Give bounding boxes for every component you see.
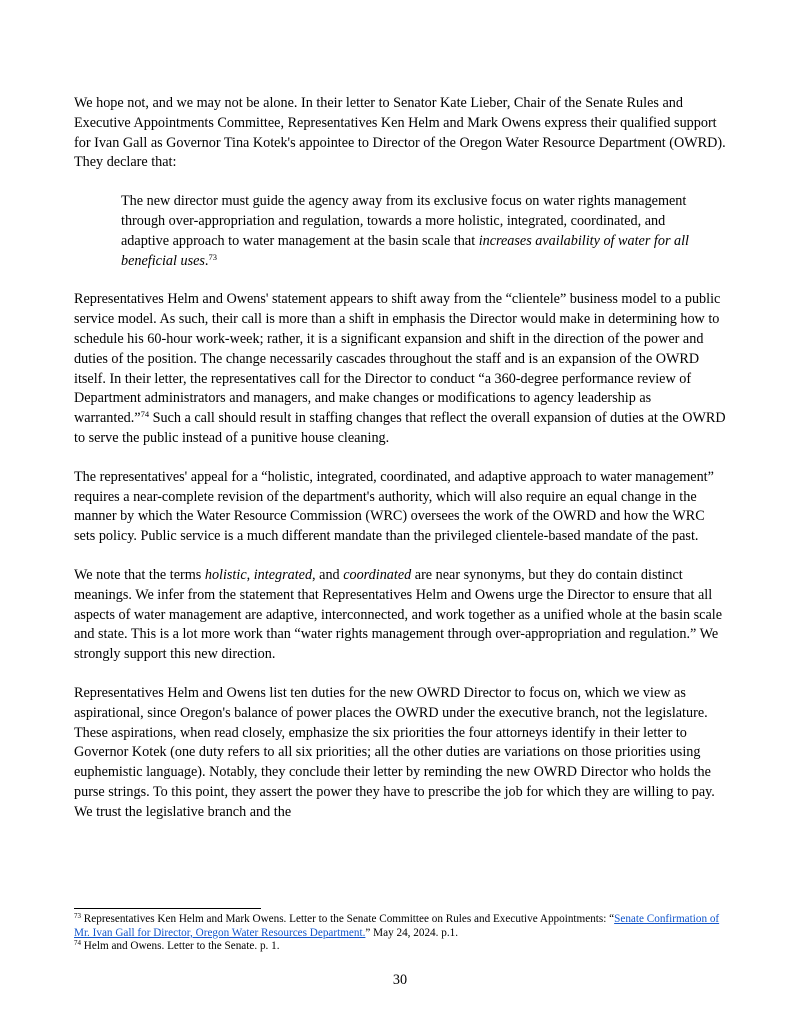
footnote-divider xyxy=(74,908,261,909)
footnote-ref-73[interactable]: 73 xyxy=(208,251,217,262)
term-holistic: holistic xyxy=(204,566,247,583)
footnote-link[interactable]: Senate Confirmation of Mr. Ivan Gall for Director, Oregon Water Resources Department. xyxy=(74,913,720,939)
footnote-text: Representatives Ken Helm and Mark Owens. Letter to the Senate Committee on Rules and Executive Appointments: “ xyxy=(81,913,615,925)
quote-text: The new director must guide the agency away from its exclusive focus on water rights management through over-appropriation and regulation, towards a more holistic, integrated, coordinated, and adaptive approach to water management at the basin scale that xyxy=(121,193,687,249)
paragraph-2 xyxy=(74,290,726,448)
footnote-74 xyxy=(74,940,734,954)
term-coordinated: coordinated xyxy=(343,566,412,583)
body-text xyxy=(74,94,726,823)
footnote-73 xyxy=(74,913,734,940)
paragraph-4 xyxy=(74,566,726,665)
footnote-number: 74 xyxy=(74,939,81,948)
quote-end: . xyxy=(204,252,209,269)
footnote-text-after: ” May 24, 2024. p.1. xyxy=(365,926,459,939)
footnote-number: 73 xyxy=(74,912,81,920)
term-integrated: integrated xyxy=(253,566,313,583)
paragraph-2-text: Representatives Helm and Owens' statement appears to shift away from the “clientele” business model to a public service model. As such, their call is more than a shift in emphasis the Director would make in determining how to schedule his 60-hour work-week; rather, it is a significant expansion and shift in the direction of the power and duties of the position. The change necessarily cascades throughout the staff and is an expansion of the OWRD itself. In their letter, the representatives call for the Director to conduct “a 360-degree performance review of Department administrators and managers, and make changes or modifications to agency leadership as warranted.” xyxy=(74,291,721,427)
block-quote xyxy=(121,192,701,271)
footnote-ref-74[interactable]: 74 xyxy=(140,409,150,420)
quote-emphasis: increases availability of water for all beneficial uses xyxy=(121,232,689,269)
paragraph-4-sep2: , and xyxy=(312,566,344,583)
page-number: 30 xyxy=(392,972,408,988)
paragraph-4-sep1: , xyxy=(246,566,254,583)
paragraph-5: Representatives Helm and Owens list ten duties for the new OWRD Director to focus on, which we view as aspirational, since Oregon's balance of power places the OWRD under the executive branch, not the legislature. These aspirations, when read closely, emphasize the six priorities the four attorneys identify in their letter to Governor Kotek (one duty refers to all six priorities; all the other duties are variations on those priorities using euphemistic language). Notably, they conclude their letter by reminding the new OWRD Director who holds the purse strings. To this point, they assert the power they have to prescribe the job for which they are willing to pay. We trust the legislative branch and the xyxy=(74,684,715,820)
paragraph-4-part2: are near synonyms, but they do contain distinct meanings. We infer from the statement that Representatives Helm and Owens urge the Director to ensure that all aspects of water management are adaptive, interconnected, and work together as a unified whole at the basin scale and state. This is a lot more work than “water rights management through over-appropriation and regulation.” We strongly support this new direction. xyxy=(74,566,723,663)
footnotes xyxy=(74,913,734,954)
paragraph-2-text-after: Such a call should result in staffing changes that reflect the overall expansion of duties at the OWRD to serve the public instead of a punitive house cleaning. xyxy=(74,410,726,446)
paragraph-4-part1: We note that the terms xyxy=(74,566,205,583)
paragraph-1: We hope not, and we may not be alone. In their letter to Senator Kate Lieber, Chair of the Senate Rules and Executive Appointments Committee, Representatives Ken Helm and Mark Owens express their qualified support for Ivan Gall as Governor Tina Kotek's appointee to Director of the Oregon Water Resource Department (OWRD). They declare that: xyxy=(74,95,726,171)
footnote-text: Helm and Owens. Letter to the Senate. p. 1. xyxy=(81,940,280,953)
paragraph-3: The representatives' appeal for a “holistic, integrated, coordinated, and adaptive approach to water management” requires a near-complete revision of the department's authority, which will also require an equal change in the manner by which the Water Resource Commission (WRC) oversees the work of the OWRD and how the WRC sets policy. Public service is a much different mandate than the privileged clientele-based mandate of the past. xyxy=(74,468,714,545)
